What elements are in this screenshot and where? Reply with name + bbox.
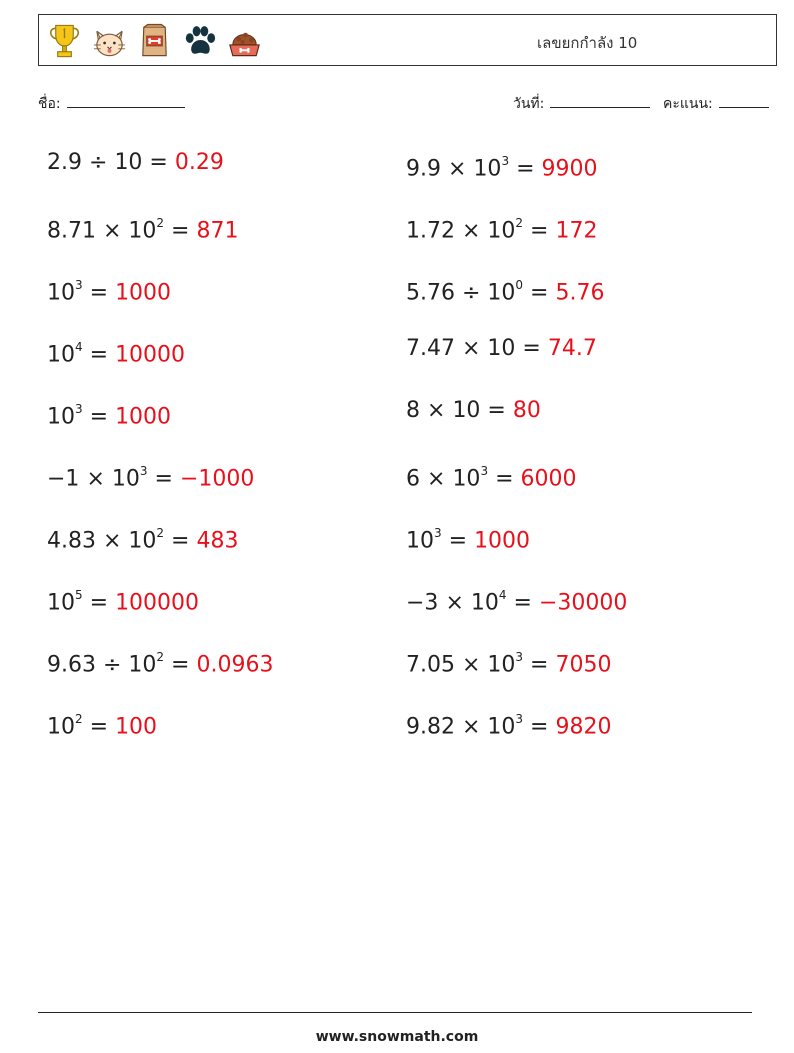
answer: 0.29 xyxy=(174,150,224,175)
power-base: 10 xyxy=(47,714,75,740)
cat-face-icon xyxy=(90,21,129,61)
problem-left-3: $10^3 = 1000$ xyxy=(47,278,172,306)
exponent: 3 xyxy=(501,154,510,168)
footer-divider xyxy=(38,1012,752,1013)
date-label: วันที่: xyxy=(513,96,545,112)
dog-bowl-icon xyxy=(225,21,264,61)
problem-left-5: $10^3 = 1000$ xyxy=(47,402,172,430)
problem-right-10: $9.82 \times 10^3 = 9820$ xyxy=(406,712,612,740)
exponent: 2 xyxy=(75,712,83,726)
name-blank[interactable] xyxy=(67,95,185,108)
power-base: 10 xyxy=(487,336,516,361)
footer-url: www.snowmath.com xyxy=(315,1029,479,1045)
answer: 100000 xyxy=(115,590,200,616)
power-base: 10 xyxy=(47,404,75,430)
power-base: 10 xyxy=(128,652,157,678)
power-base: 10 xyxy=(47,590,75,616)
problem-left-10: $10^2 = 100$ xyxy=(47,712,158,740)
problem-right-3: $5.76 \div 10^0 = 5.76$ xyxy=(406,278,605,306)
name-label: ชื่อ: xyxy=(38,96,61,112)
power-base: 10 xyxy=(114,150,143,175)
answer: −30000 xyxy=(538,590,628,616)
answer: 9900 xyxy=(541,156,598,182)
answer: 483 xyxy=(196,528,239,554)
exponent: 2 xyxy=(156,216,165,230)
operator: × xyxy=(86,466,105,492)
problem-right-9: $7.05 \times 10^3 = 7050$ xyxy=(406,650,612,678)
exponent: 3 xyxy=(139,464,148,478)
power-base: 10 xyxy=(128,528,157,554)
problem-right-7: $10^3 = 1000$ xyxy=(406,526,531,554)
answer: 6000 xyxy=(520,466,577,492)
answer: −1000 xyxy=(179,466,255,492)
problem-left-8: $10^5 = 100000$ xyxy=(47,588,200,616)
date-blank[interactable] xyxy=(550,95,650,108)
power-base: 10 xyxy=(406,528,434,554)
operator: ÷ xyxy=(89,150,108,175)
operator: × xyxy=(461,336,481,361)
problem-left-4: $10^4 = 10000$ xyxy=(47,340,186,368)
operand: 2.9 xyxy=(47,150,82,175)
answer: 5.76 xyxy=(555,280,605,306)
problem-left-1: 2.9 ÷ 10 = 0.29 xyxy=(47,150,224,175)
problem-right-5: 8 × 10 = 80 xyxy=(406,398,541,423)
operand: 8 xyxy=(406,398,420,423)
problem-left-6: $-1 \times 10^3 = -1000$ xyxy=(47,464,255,492)
exponent: 3 xyxy=(515,650,524,664)
operator: × xyxy=(427,398,446,423)
worksheet-header xyxy=(38,14,777,66)
operand: 1.72 xyxy=(406,218,455,244)
power-base: 10 xyxy=(487,714,516,740)
exponent: 5 xyxy=(75,588,83,602)
operand: 9.63 xyxy=(47,652,96,678)
operator: × xyxy=(461,652,481,678)
exponent: 3 xyxy=(75,278,83,292)
operator: ÷ xyxy=(461,280,481,306)
answer: 9820 xyxy=(555,714,612,740)
power-base: 10 xyxy=(47,280,75,306)
operator: ÷ xyxy=(102,652,122,678)
answer: 1000 xyxy=(115,280,172,306)
problem-right-2: $1.72 \times 10^2 = 172$ xyxy=(406,216,598,244)
exponent: 2 xyxy=(156,526,165,540)
name-field[interactable] xyxy=(38,93,185,115)
dog-food-bag-icon xyxy=(135,21,174,61)
operand: 9.82 xyxy=(406,714,455,740)
power-base: 10 xyxy=(470,590,499,616)
power-base: 10 xyxy=(487,652,516,678)
exponent: 2 xyxy=(156,650,165,664)
exponent: 4 xyxy=(75,340,83,354)
exponent: 2 xyxy=(515,216,524,230)
power-base: 10 xyxy=(47,342,75,368)
operator: × xyxy=(102,528,122,554)
exponent: 3 xyxy=(434,526,442,540)
power-base: 10 xyxy=(487,218,516,244)
operand: 8.71 xyxy=(47,218,96,244)
problem-left-9: $9.63 \div 10^2 = 0.0963$ xyxy=(47,650,274,678)
problem-left-2: $8.71 \times 10^2 = 871$ xyxy=(47,216,239,244)
problem-right-1: $9.9 \times 10^3 = 9900$ xyxy=(406,154,598,182)
exponent: 3 xyxy=(515,712,524,726)
answer: 74.7 xyxy=(547,336,597,361)
operand: 4.83 xyxy=(47,528,96,554)
operator: × xyxy=(102,218,122,244)
problem-right-8: $-3 \times 10^4 = -30000$ xyxy=(406,588,628,616)
score-label: คะแนน: xyxy=(663,96,713,112)
operand: 7.05 xyxy=(406,652,455,678)
operator: × xyxy=(427,466,446,492)
answer: 10000 xyxy=(115,342,186,368)
problem-right-6: $6 \times 10^3 = 6000$ xyxy=(406,464,577,492)
answer: 80 xyxy=(512,398,541,423)
power-base: 10 xyxy=(111,466,140,492)
score-blank[interactable] xyxy=(719,95,769,108)
answer: 1000 xyxy=(115,404,172,430)
operand: −1 xyxy=(47,466,80,492)
answer: 7050 xyxy=(555,652,612,678)
answer: 871 xyxy=(196,218,239,244)
operator: × xyxy=(448,156,467,182)
operator: × xyxy=(445,590,464,616)
exponent: 4 xyxy=(498,588,507,602)
header-icons xyxy=(45,21,264,61)
power-base: 10 xyxy=(487,280,516,306)
power-base: 10 xyxy=(452,398,481,423)
exponent: 3 xyxy=(75,402,83,416)
answer: 1000 xyxy=(474,528,531,554)
operand: 5.76 xyxy=(406,280,455,306)
operator: × xyxy=(461,218,481,244)
problem-right-4: 7.47 × 10 = 74.7 xyxy=(406,336,597,361)
problem-left-7: $4.83 \times 10^2 = 483$ xyxy=(47,526,239,554)
date-field[interactable] xyxy=(513,93,650,115)
operand: 9.9 xyxy=(406,156,441,182)
operand: 7.47 xyxy=(406,336,455,361)
score-field[interactable] xyxy=(663,93,769,115)
answer: 172 xyxy=(555,218,598,244)
operator: × xyxy=(461,714,481,740)
operand: 6 xyxy=(406,466,420,492)
answer: 0.0963 xyxy=(196,652,274,678)
power-base: 10 xyxy=(473,156,502,182)
trophy-icon xyxy=(45,21,84,61)
power-base: 10 xyxy=(452,466,481,492)
paw-print-icon xyxy=(180,21,219,61)
answer: 100 xyxy=(115,714,158,740)
power-base: 10 xyxy=(128,218,157,244)
exponent: 0 xyxy=(515,278,524,292)
exponent: 3 xyxy=(480,464,489,478)
operand: −3 xyxy=(406,590,439,616)
worksheet-title: เลขยกกำลัง 10 xyxy=(537,34,638,52)
